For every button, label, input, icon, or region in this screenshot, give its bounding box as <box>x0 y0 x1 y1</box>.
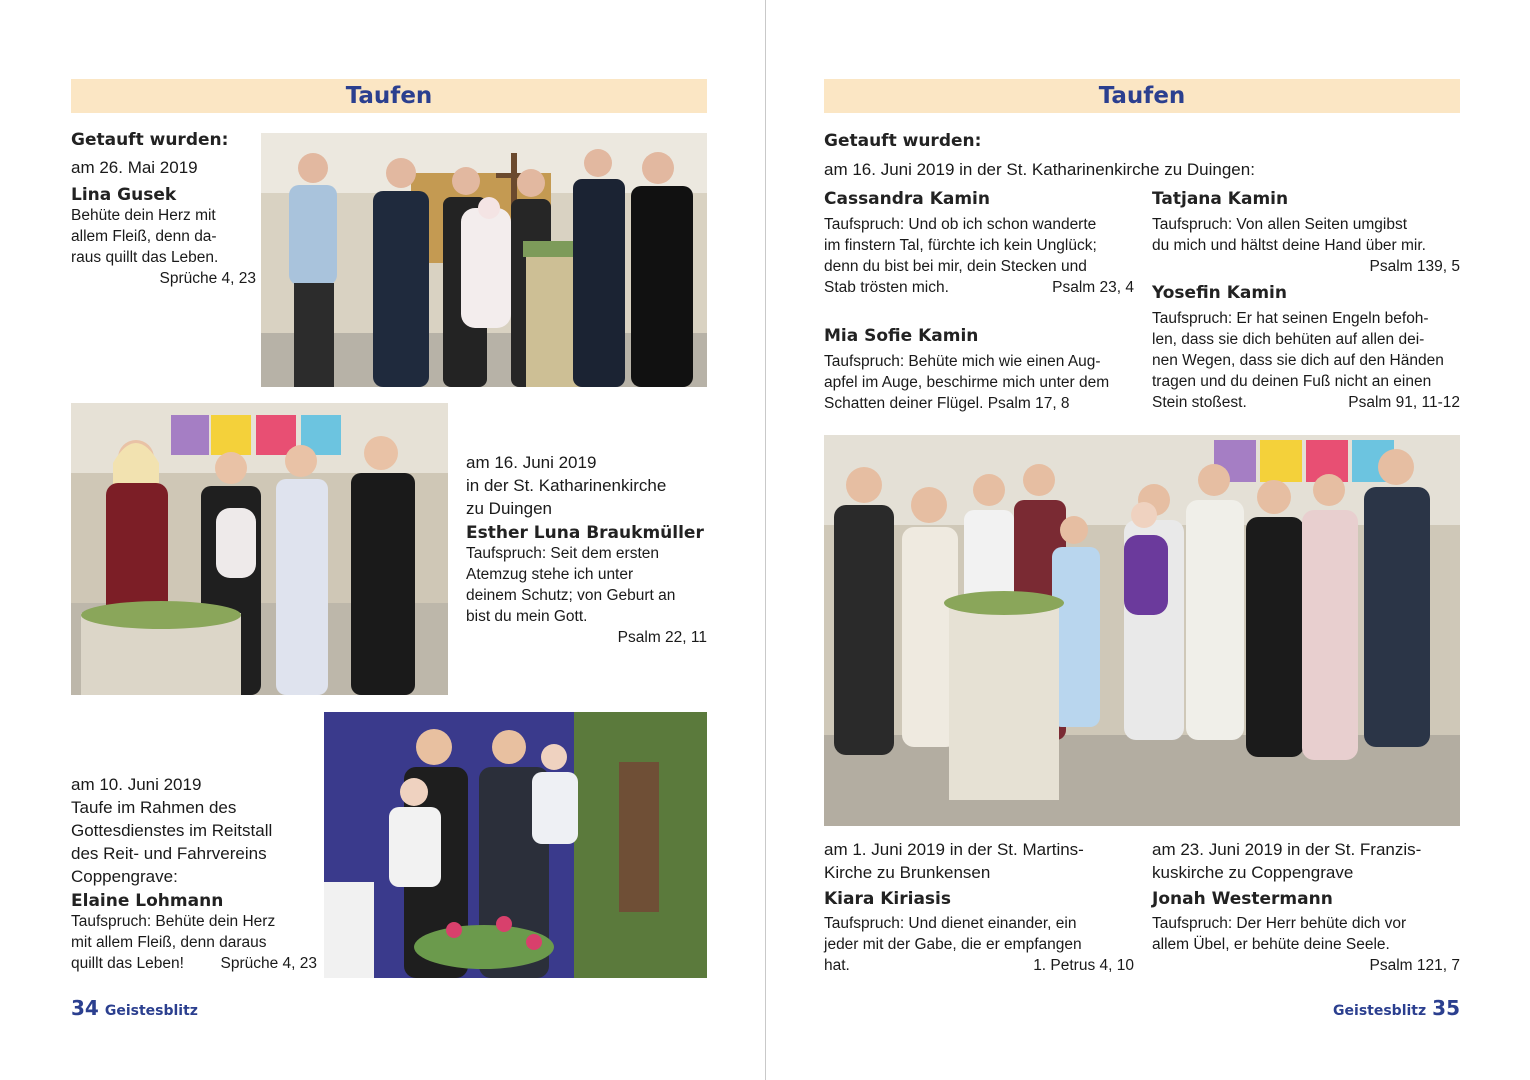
magazine-name: Geistesblitz <box>104 1003 198 1019</box>
baptized-name: Tatjana Kamin <box>1152 189 1289 209</box>
place-line: Kirche zu Brunkensen <box>824 863 991 882</box>
verse-reference: Sprüche 4, 23 <box>220 955 317 972</box>
verse-line: raus quillt das Leben. <box>71 249 219 266</box>
magazine-name: Geistesblitz <box>1333 1003 1427 1019</box>
verse-line: du mich und hältst deine Hand über mir. <box>1152 237 1426 254</box>
verse-line: mit allem Fleiß, denn daraus <box>71 934 267 951</box>
entry-line: am 16. Juni 2019 <box>466 453 597 472</box>
baptism-photo-esther <box>71 403 448 695</box>
baptized-name: Kiara Kiriasis <box>824 889 951 909</box>
page-number: 35 <box>1432 996 1460 1020</box>
entry-line: Coppengrave: <box>71 867 178 886</box>
verse-last-line <box>71 953 317 974</box>
baptized-name: Jonah Westermann <box>1152 889 1333 909</box>
verse-reference: Psalm 22, 11 <box>617 629 707 646</box>
verse-line: Schatten deiner Flügel. Psalm 17, 8 <box>824 395 1070 412</box>
verse-line: apfel im Auge, beschirme mich unter dem <box>824 374 1110 391</box>
verse-reference: Psalm 23, 4 <box>1052 279 1134 296</box>
entry-mia <box>824 326 1134 414</box>
verse-line: Behüte dein Herz mit <box>71 207 216 224</box>
baptized-name: Mia Sofie Kamin <box>824 326 979 346</box>
verse-line: Taufspruch: Von allen Seiten umgibst <box>1152 216 1408 233</box>
page-footer-left <box>71 996 198 1020</box>
entry-line: Taufe im Rahmen des <box>71 798 237 817</box>
entry-cassandra <box>824 189 1134 298</box>
baptism-photo-lina <box>261 133 707 387</box>
entry-date: am 26. Mai 2019 <box>71 158 198 177</box>
verse-line: len, dass sie dich behüten auf allen dei- <box>1152 331 1425 348</box>
baptized-name: Yosefin Kamin <box>1152 283 1287 303</box>
baptized-name: Esther Luna Braukmüller <box>466 523 704 543</box>
verse-reference: Psalm 139, 5 <box>1369 258 1460 275</box>
verse-line: nen Wegen, dass sie dich auf den Händen <box>1152 352 1444 369</box>
entry-line: in der St. Katharinenkirche <box>466 476 667 495</box>
baptism-photo-elaine <box>324 712 707 978</box>
baptized-name: Lina Gusek <box>71 185 177 205</box>
verse-text: Stein stoßest. <box>1152 394 1247 411</box>
verse-reference: Psalm 91, 11-12 <box>1348 394 1460 411</box>
verse-reference: 1. Petrus 4, 10 <box>1033 957 1134 974</box>
verse-text: hat. <box>824 957 850 974</box>
place-line: am 1. Juni 2019 in der St. Martins- <box>824 840 1084 859</box>
verse-line: Taufspruch: Seit dem ersten <box>466 545 659 562</box>
baptized-name: Elaine Lohmann <box>71 891 224 911</box>
verse-line: Taufspruch: Er hat seinen Engeln befoh- <box>1152 310 1429 327</box>
section-header: Taufen <box>71 79 707 113</box>
verse-line: Taufspruch: Und ob ich schon wanderte <box>824 216 1097 233</box>
verse-line: Taufspruch: Der Herr behüte dich vor <box>1152 915 1407 932</box>
verse-reference: Sprüche 4, 23 <box>159 270 256 287</box>
baptism-photo-kamin-family <box>824 435 1460 826</box>
verse-last-line <box>824 955 1134 976</box>
getauft-heading: Getauft wurden: <box>71 130 229 150</box>
entry-esther <box>466 451 707 648</box>
verse-line: Taufspruch: Behüte mich wie einen Aug- <box>824 353 1101 370</box>
entry-yosefin <box>1152 283 1460 413</box>
entry-line: am 10. Juni 2019 <box>71 775 202 794</box>
verse-line: deinem Schutz; von Geburt an <box>466 587 676 604</box>
entry-tatjana <box>1152 189 1460 277</box>
verse-line: denn du bist bei mir, dein Stecken und <box>824 258 1087 275</box>
baptized-name: Cassandra Kamin <box>824 189 990 209</box>
verse-line: bist du mein Gott. <box>466 608 588 625</box>
entry-line: des Reit- und Fahrvereins <box>71 844 267 863</box>
verse-last-line <box>1152 392 1460 413</box>
verse-text: Stab trösten mich. <box>824 279 949 296</box>
verse-reference: Psalm 121, 7 <box>1369 957 1460 974</box>
entry-line: Gottesdienstes im Reitstall <box>71 821 273 840</box>
verse-line: allem Übel, er behüte deine Seele. <box>1152 936 1390 953</box>
right-page <box>766 0 1530 1080</box>
entry-lina <box>71 130 256 289</box>
entry-jonah <box>1152 838 1460 976</box>
verse-line: Taufspruch: Und dienet einander, ein <box>824 915 1077 932</box>
place-line: am 23. Juni 2019 in der St. Franzis- <box>1152 840 1422 859</box>
verse-line: tragen und du deinen Fuß nicht an einen <box>1152 373 1432 390</box>
verse-line: Atemzug stehe ich unter <box>466 566 634 583</box>
getauft-heading: Getauft wurden: <box>824 131 982 151</box>
page-number: 34 <box>71 996 99 1020</box>
entry-elaine <box>71 773 317 974</box>
section-header: Taufen <box>824 79 1460 113</box>
verse-text: quillt das Leben! <box>71 955 184 972</box>
verse-last-line <box>824 277 1134 298</box>
verse-line: im finstern Tal, fürchte ich kein Unglück; <box>824 237 1097 254</box>
verse-line: Taufspruch: Behüte dein Herz <box>71 913 276 930</box>
verse-line: allem Fleiß, denn da- <box>71 228 217 245</box>
verse-line: jeder mit der Gabe, die er empfangen <box>824 936 1082 953</box>
entry-kiara <box>824 838 1134 976</box>
intro-line: am 16. Juni 2019 in der St. Katharinenkirche zu Duingen: <box>824 160 1255 179</box>
page-footer-right <box>1333 996 1460 1020</box>
place-line: kuskirche zu Coppengrave <box>1152 863 1354 882</box>
entry-line: zu Duingen <box>466 499 553 518</box>
